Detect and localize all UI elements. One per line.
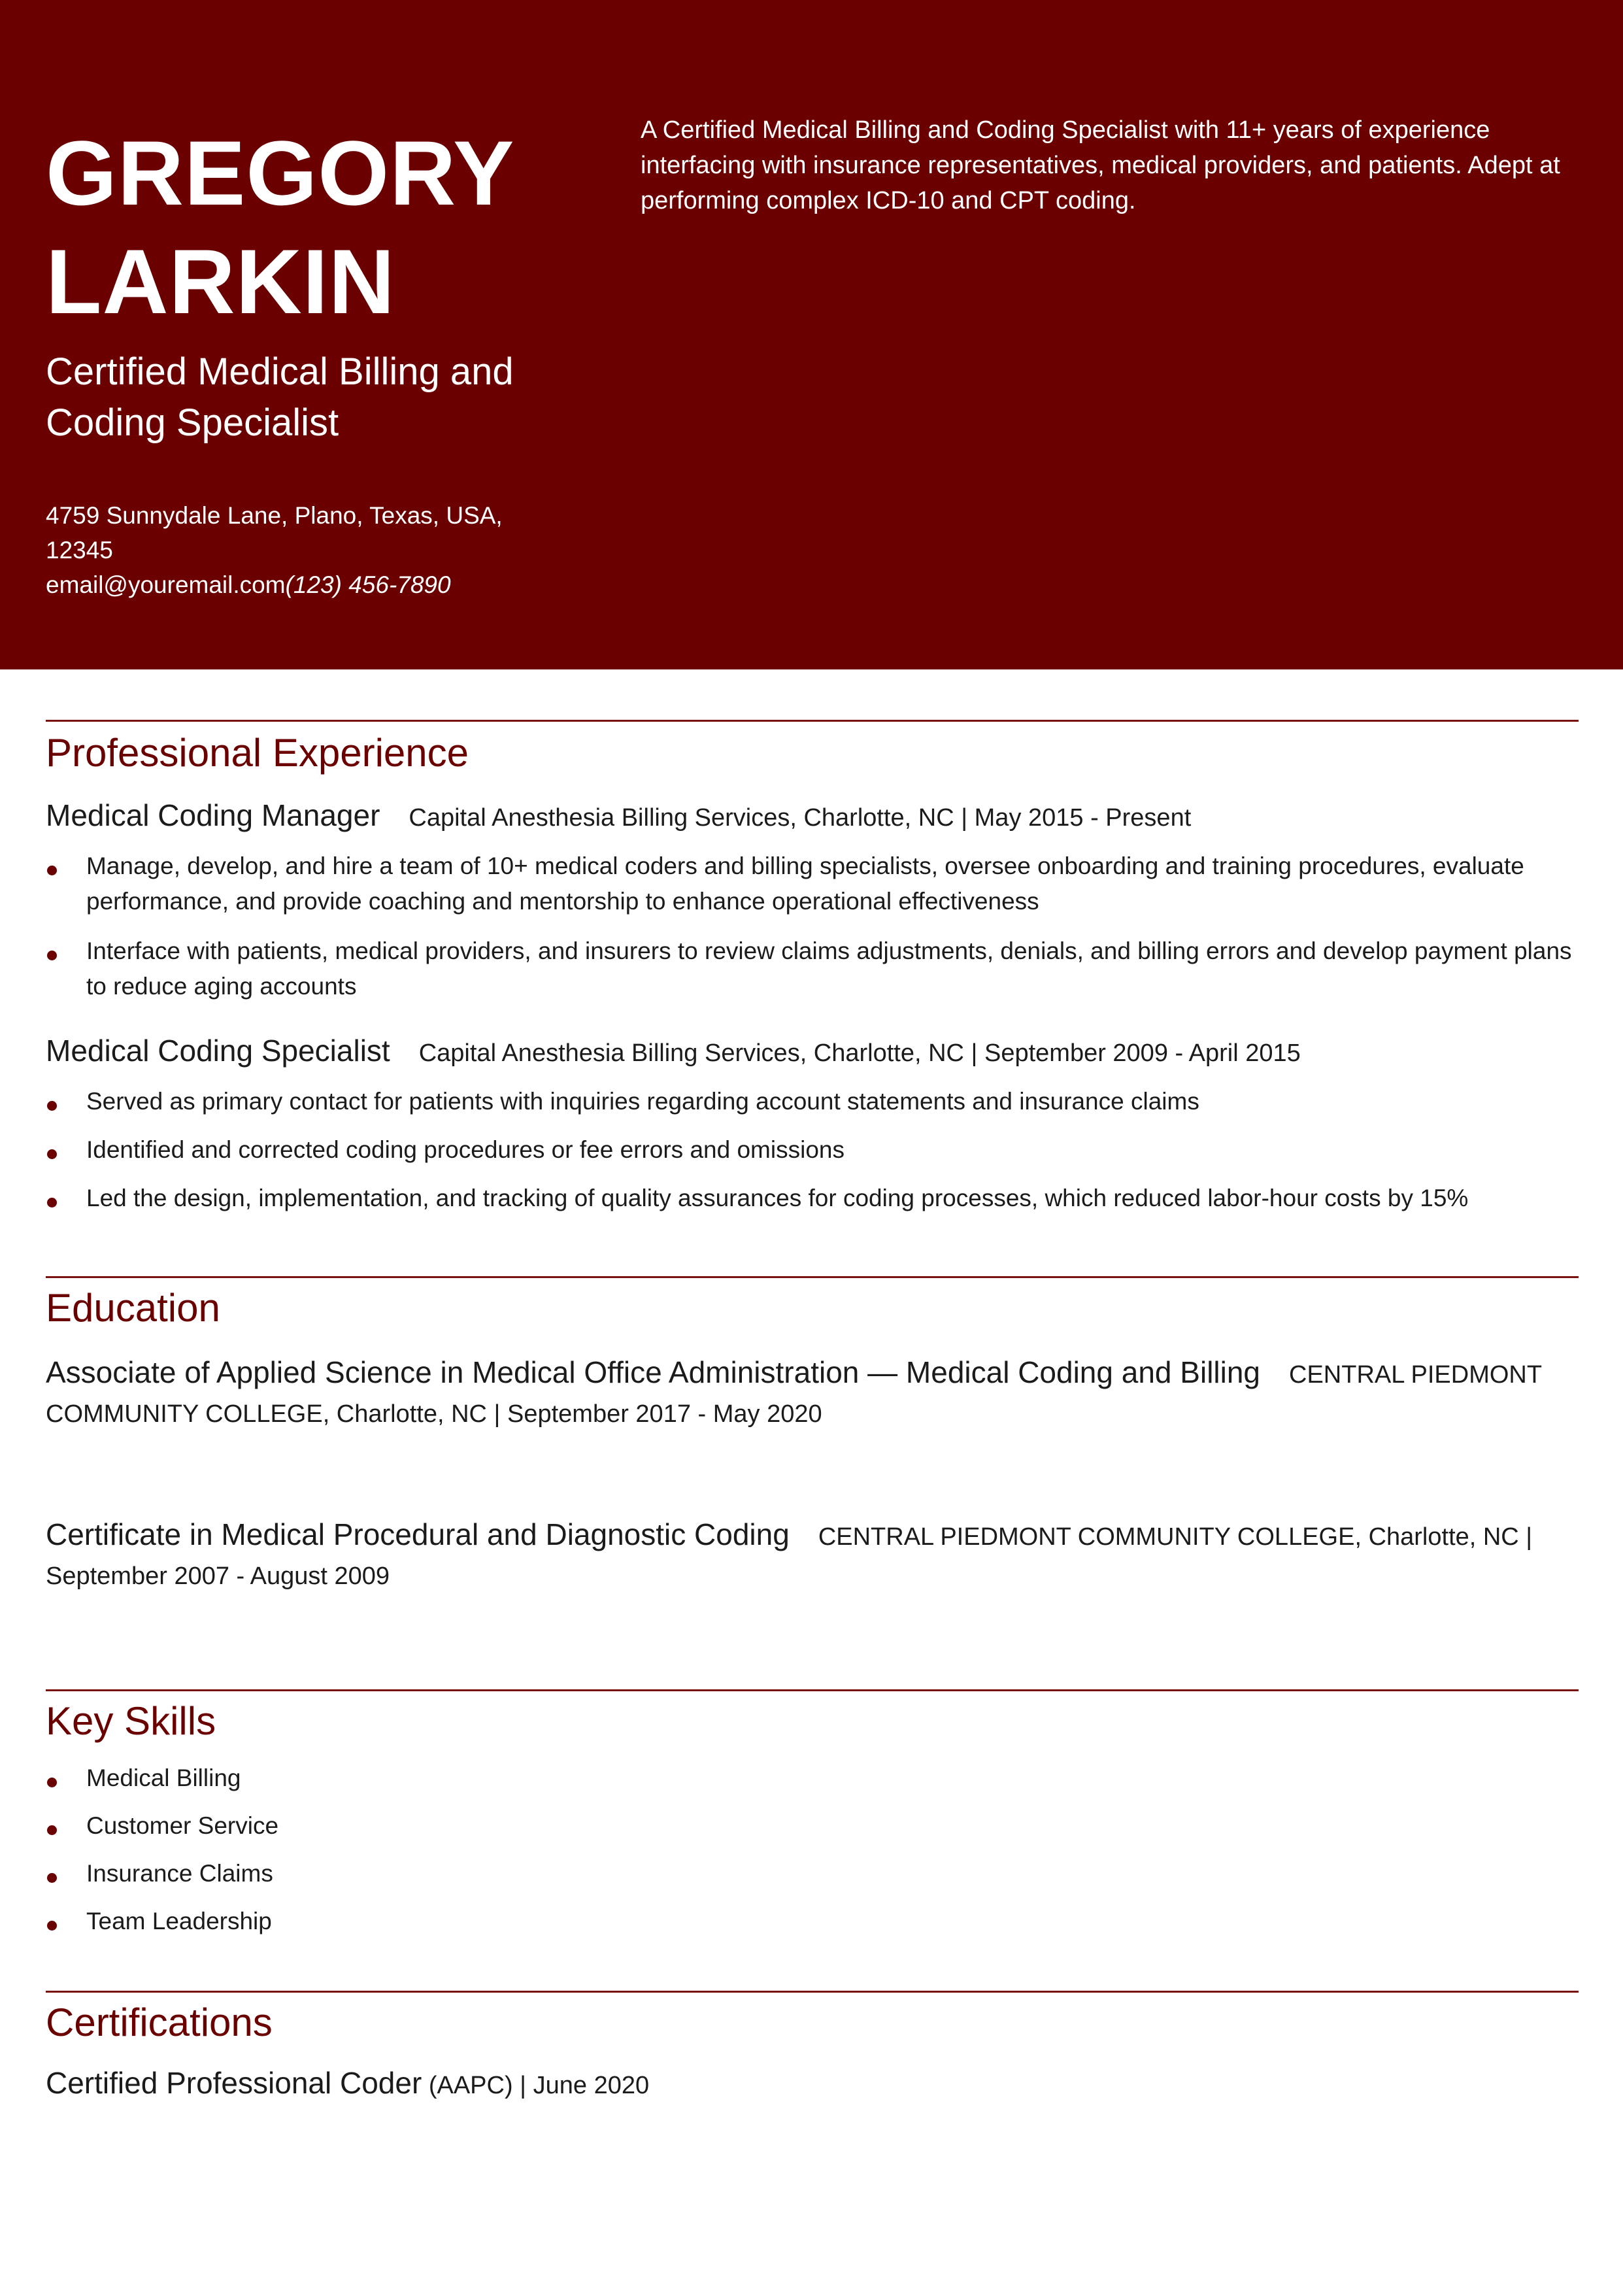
education-1-meta: CENTRAL PIEDMONT COMMUNITY COLLEGE, Charlotte, NC | September 2017 - May 2020 [46,1361,1542,1428]
address: 4759 Sunnydale Lane, Plano, Texas, USA, 12345 [46,502,503,564]
certification-name: Certified Professional Coder [46,2066,422,2100]
list-item: Team Leadership [46,1904,1579,1939]
job-2 [46,1033,1579,1216]
certifications-heading: Certifications [46,2001,273,2044]
first-name: GREGORY [46,122,515,224]
certification-meta: (AAPC) | June 2020 [422,2072,650,2099]
last-name: LARKIN [46,230,395,333]
job-1 [46,798,1579,1004]
list-item: Customer Service [46,1808,1579,1844]
job-1-meta: Capital Anesthesia Billing Services, Charlotte, NC | May 2015 - Present [409,804,1192,832]
list-item: Served as primary contact for patients with inquiries regarding account statements and insurance claims [46,1084,1579,1119]
phone-number: (123) 456-7890 [285,571,451,598]
job-2-header [46,1033,1579,1071]
certifications-section [46,1991,1579,2105]
job-1-header [46,798,1579,836]
job-1-bullets [46,849,1579,1004]
education-heading: Education [46,1286,220,1330]
list-item: Interface with patients, medical providers, and insurers to review claims adjustments, denials, and billing errors and develop payment plans to reduce aging accounts [46,934,1579,1004]
list-item: Insurance Claims [46,1856,1579,1891]
list-item: Medical Billing [46,1761,1579,1796]
experience-section [46,720,1579,1216]
job-2-role: Medical Coding Specialist [46,1034,390,1068]
list-item: Identified and corrected coding procedures or fee errors and omissions [46,1132,1579,1168]
skills-heading: Key Skills [46,1699,216,1743]
experience-heading: Professional Experience [46,731,469,775]
job-2-bullets [46,1084,1579,1216]
email-phone-line [46,567,516,602]
certification-item [46,2063,1579,2105]
skills-section [46,1689,1579,1939]
job-title: Certified Medical Billing and Coding Specialist [46,350,514,444]
email-link[interactable]: email@youremail.com [46,571,286,598]
skills-list [46,1761,1579,1939]
contact-info [46,498,516,602]
job-1-role: Medical Coding Manager [46,798,380,832]
profile-summary: A Certified Medical Billing and Coding Specialist with 11+ years of experience interfacing with insurance representatives, medical providers, and patients. Adept at performing complex ICD-10 and CPT coding. [641,116,1560,214]
education-2-degree: Certificate in Medical Procedural and Diagnostic Coding [46,1517,790,1551]
list-item: Led the design, implementation, and tracking of quality assurances for coding processes, which reduced labor-hour costs by 15% [46,1181,1579,1216]
education-2-meta: CENTRAL PIEDMONT COMMUNITY COLLEGE, Charlotte, NC | September 2007 - August 2009 [46,1523,1533,1590]
education-1-degree: Associate of Applied Science in Medical Office Administration — Medical Coding and Billing [46,1355,1261,1389]
list-item: Manage, develop, and hire a team of 10+ medical coders and billing specialists, oversee onboarding and training procedures, evaluate performance, and provide coaching and mentorship to enhance operational effectiveness [46,849,1579,919]
education-item-2 [46,1515,1579,1596]
job-2-meta: Capital Anesthesia Billing Services, Charlotte, NC | September 2009 - April 2015 [418,1039,1301,1067]
candidate-name [46,119,582,336]
education-item-1 [46,1353,1579,1434]
education-section [46,1276,1579,1596]
header-banner [0,0,1623,669]
